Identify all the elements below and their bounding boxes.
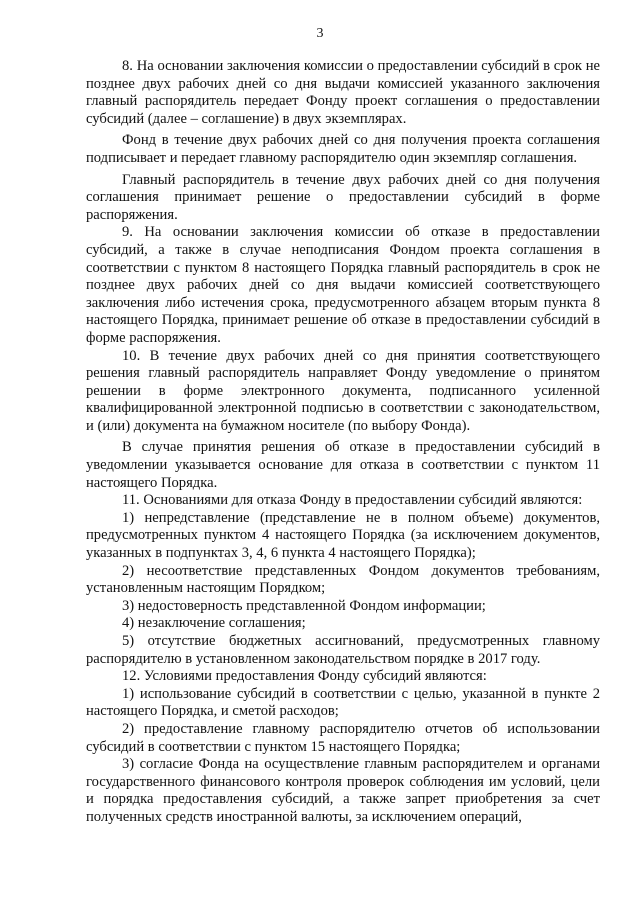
paragraph-9: 9. На основании заключения комиссии об отказе в предоставлении субсидий, а также в случае неподписания Фондом проекта соглашения в соответствии с пунктом 8 настоящего Порядка главный распорядитель в срок не позднее двух рабочих дней со дня выдачи комиссией соответствующего заключения либо истечения срока, предусмотренного абзацем вторым пункта 8 настоящего Порядка, принимает решение об отказе в предоставлении субсидий в форме распоряжения. xyxy=(86,224,600,346)
paragraph-8-decision: Главный распорядитель в течение двух рабочих дней со дня получения соглашения принимает решение о предоставлении субсидий в форме распоряжения. xyxy=(86,171,600,223)
paragraph-8-fund-signs: Фонд в течение двух рабочих дней со дня получения проекта соглашения подписывает и передает главному распорядителю один экземпляр соглашения. xyxy=(86,132,600,166)
paragraph-12-item-1: 1) использование субсидий в соответствии с целью, указанной в пункте 2 настоящего Порядка, и сметой расходов; xyxy=(86,685,600,720)
paragraph-11-item-2: 2) несоответствие представленных Фондом документов требованиям, установленным настоящим Порядком; xyxy=(86,562,600,597)
paragraph-11: 11. Основаниями для отказа Фонду в предоставлении субсидий являются: xyxy=(122,492,583,509)
paragraph-12-item-2: 2) предоставление главному распорядителю отчетов об использовании субсидий в соответствии с пунктом 15 настоящего Порядка; xyxy=(86,720,600,755)
document-body xyxy=(86,58,600,827)
paragraph-11-item-5: 5) отсутствие бюджетных ассигнований, предусмотренных главному распорядителю в установленном законодательством порядке в 2017 году. xyxy=(86,633,600,667)
paragraph-8: 8. На основании заключения комиссии о предоставлении субсидий в срок не позднее двух рабочих дней со дня выдачи комиссией указанного заключения главный распорядитель передает Фонду проект соглашения о предоставлении субсидий (далее – соглашение) в двух экземплярах. xyxy=(86,58,600,127)
paragraph-10: 10. В течение двух рабочих дней со дня принятия соответствующего решения главный распорядитель направляет Фонду уведомление о принятом решении в форме электронного документа, подписанного усиленной квалифицированной электронной подписью в соответствии с законодательством, и (или) документа на бумажном носителе (по выбору Фонда). xyxy=(86,347,600,434)
paragraph-12: 12. Условиями предоставления Фонду субсидий являются: xyxy=(122,668,487,685)
paragraph-11-item-4: 4) незаключение соглашения; xyxy=(122,615,306,632)
page-number: 3 xyxy=(316,26,324,41)
paragraph-10-refusal-basis: В случае принятия решения об отказе в предоставлении субсидий в уведомлении указывается основание для отказа в соответствии с пунктом 11 настоящего Порядка. xyxy=(86,439,600,491)
paragraph-11-item-1: 1) непредставление (представление не в полном объеме) документов, предусмотренных пунктом 4 настоящего Порядка (за исключением документов, указанных в подпунктах 3, 4, 6 пункта 4 настоящего Порядка); xyxy=(86,509,600,562)
paragraph-11-item-3: 3) недостоверность представленной Фондом информации; xyxy=(122,597,486,614)
paragraph-12-item-3: 3) согласие Фонда на осуществление главным распорядителем и органами государственного финансового контроля проверок соблюдения им условий, цели и порядка предоставления субсидий, а также запрет приобретения за счет полученных средств иностранной валюты, за исключением операций, xyxy=(86,756,600,825)
